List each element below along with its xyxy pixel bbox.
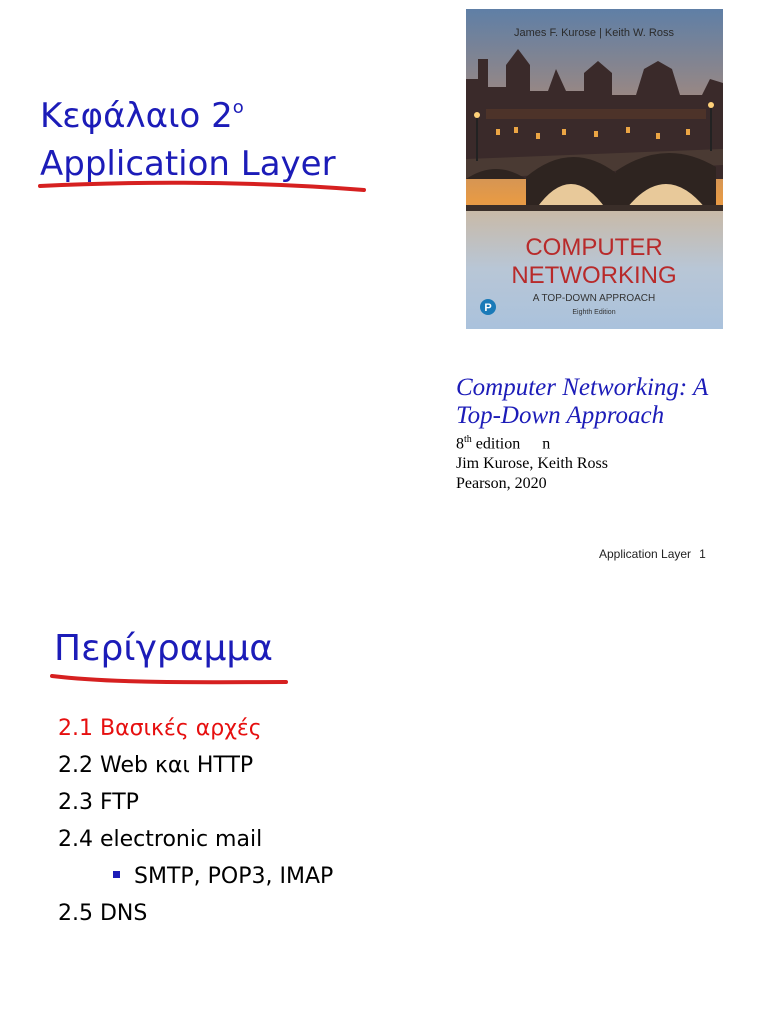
- edition-text: edition: [471, 435, 521, 453]
- edition-number: 8: [456, 435, 464, 453]
- outline-title: Περίγραμμα: [54, 628, 273, 669]
- book-title-line1: Computer Networking: A: [456, 374, 709, 401]
- book-reference: [456, 374, 766, 494]
- book-title-line2: Top-Down Approach: [456, 402, 665, 429]
- cover-authors: James F. Kurose | Keith W. Ross: [514, 27, 674, 39]
- edition-extra-text: n: [542, 435, 551, 453]
- outline-item-basic-principles: 2.1 Βασικές αρχές: [58, 716, 262, 741]
- publisher-logo-letter: P: [484, 302, 492, 314]
- chapter-title: [40, 84, 336, 188]
- outline-item-web-http: 2.2 Web και HTTP: [58, 753, 254, 778]
- outline-item-ftp: 2.3 FTP: [58, 790, 139, 815]
- cover-title-line1: COMPUTER: [525, 234, 663, 261]
- cover-subtitle: A TOP-DOWN APPROACH: [532, 293, 656, 304]
- outline-subitem-email-protocols: [58, 858, 333, 895]
- book-edition: [456, 430, 766, 454]
- outline-list: [58, 710, 333, 932]
- outline-item-dns: 2.5 DNS: [58, 901, 148, 926]
- edition-superscript: th: [464, 434, 472, 445]
- outline-item-email: 2.4 electronic mail: [58, 827, 263, 852]
- book-publisher: Pearson, 2020: [456, 475, 547, 493]
- footer-label: Application Layer: [599, 547, 692, 561]
- book-title: [456, 374, 761, 430]
- cover-edition: Eighth Edition: [572, 309, 616, 316]
- chapter-title-line2: Application Layer: [40, 144, 336, 184]
- cover-title-line2: NETWORKING: [511, 262, 677, 289]
- book-authors: Jim Kurose, Keith Ross: [456, 455, 608, 473]
- outline-title-underline: [50, 670, 290, 690]
- chapter-title-superscript: ο: [232, 97, 244, 118]
- outline-subitem-label: SMTP, POP3, IMAP: [134, 864, 334, 889]
- chapter-title-line1: Κεφάλαιο 2: [40, 96, 233, 136]
- square-bullet-icon: [113, 871, 120, 878]
- book-cover-image: [466, 9, 723, 329]
- footer-page-number: 1: [699, 547, 706, 561]
- title-underline: [38, 176, 368, 196]
